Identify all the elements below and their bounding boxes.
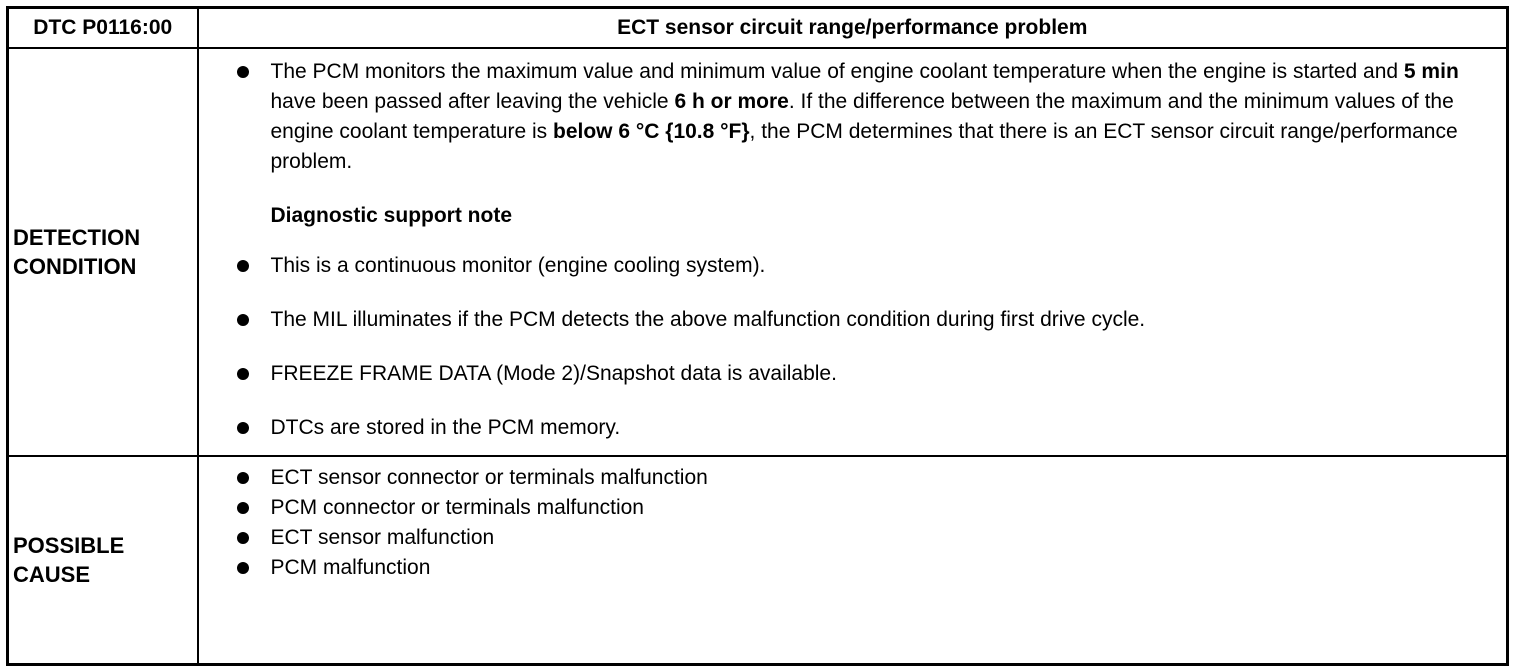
list-item: FREEZE FRAME DATA (Mode 2)/Snapshot data is available.: [235, 359, 1487, 389]
list-item: The PCM monitors the maximum value and minimum value of engine coolant temperature when the engine is started and 5 min have been passed after leaving the vehicle 6 h or more. If the difference between the maximum and the minimum values of the engine coolant temperature is below 6 °C {10.8 °F}, the PCM determines that there is an ECT sensor circuit range/performance problem.: [235, 57, 1487, 177]
list-item: This is a continuous monitor (engine cooling system).: [235, 251, 1487, 281]
dtc-table: [6, 6, 1509, 666]
list-item: PCM malfunction: [235, 553, 1487, 583]
detection-condition-content: [198, 48, 1508, 456]
dtc-document: [6, 6, 1506, 662]
possible-cause-row: [8, 456, 1508, 665]
list-item: PCM connector or terminals malfunction: [235, 493, 1487, 523]
possible-cause-label: POSSIBLE CAUSE: [8, 456, 198, 665]
dtc-title: ECT sensor circuit range/performance problem: [198, 8, 1508, 49]
support-note-list: [235, 251, 1487, 443]
detection-condition-label: DETECTION CONDITION: [8, 48, 198, 456]
list-item: DTCs are stored in the PCM memory.: [235, 413, 1487, 443]
list-item: ECT sensor malfunction: [235, 523, 1487, 553]
support-note-heading: Diagnostic support note: [270, 204, 512, 227]
possible-cause-list: [235, 463, 1487, 583]
possible-cause-content: [198, 456, 1508, 665]
detection-condition-row: [8, 48, 1508, 456]
header-row: [8, 8, 1508, 49]
detection-list: [235, 57, 1487, 177]
dtc-code: DTC P0116:00: [8, 8, 198, 49]
list-item: The MIL illuminates if the PCM detects the above malfunction condition during first drive cycle.: [235, 305, 1487, 335]
list-item: ECT sensor connector or terminals malfunction: [235, 463, 1487, 493]
